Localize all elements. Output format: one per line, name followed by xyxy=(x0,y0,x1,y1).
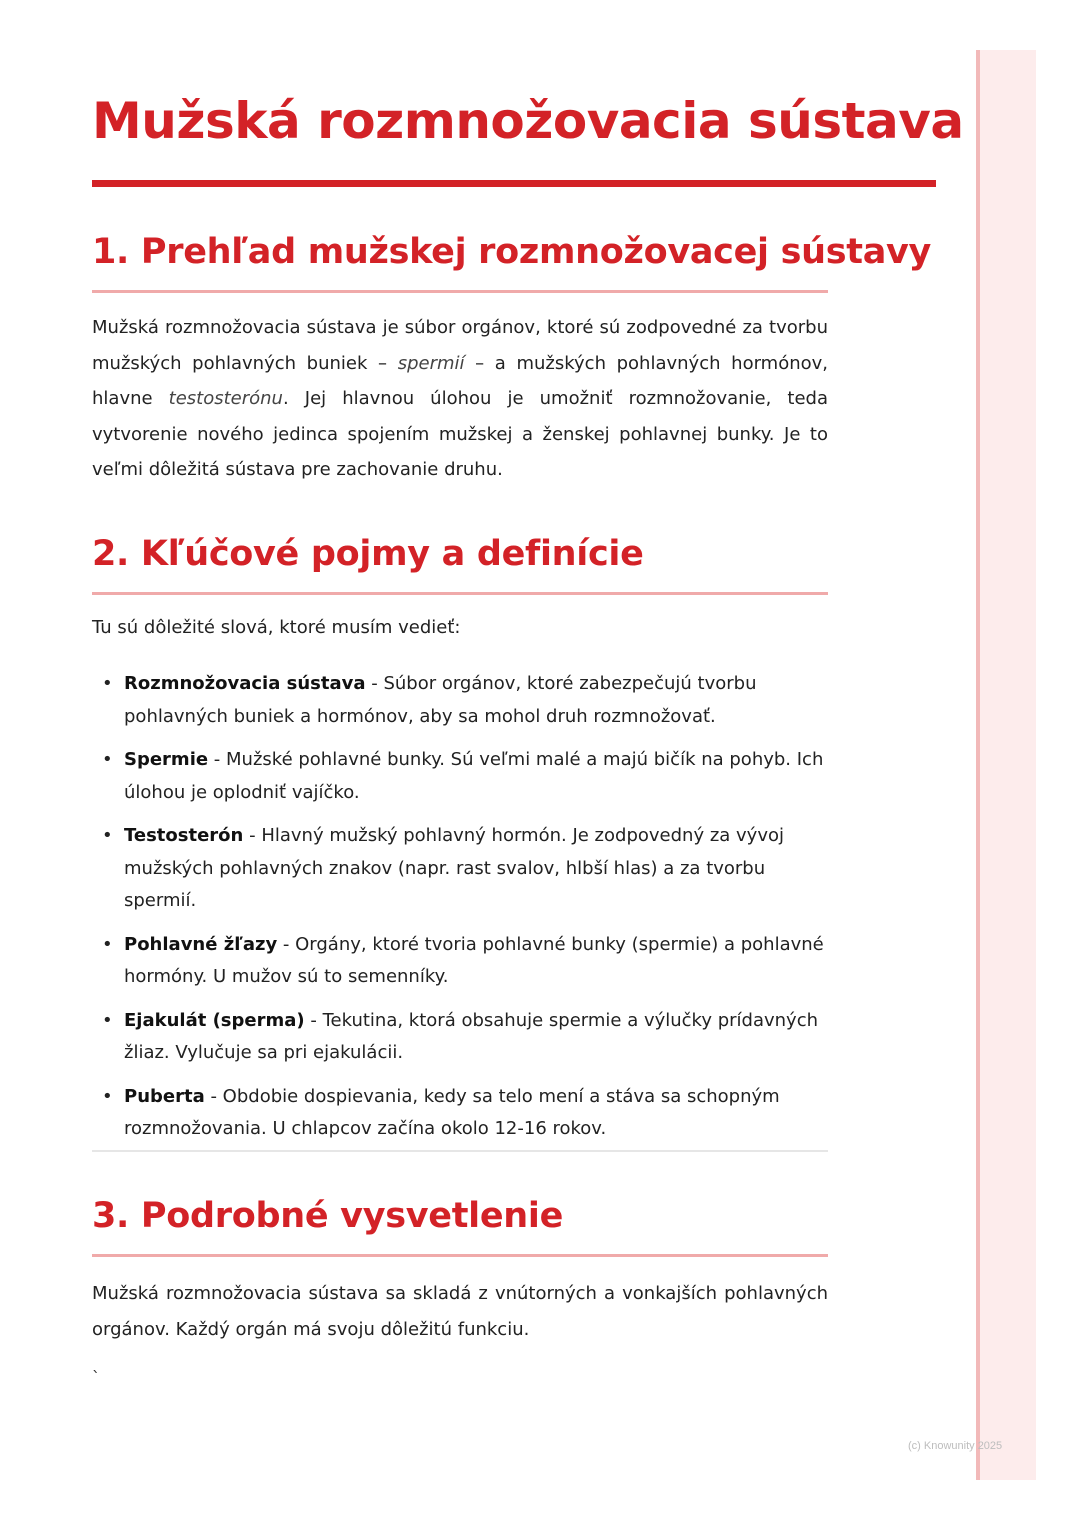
section-1-text-c: . Jej hlavnou úlohou je umožniť rozmnožovanie, teda vytvorenie nového jedinca spojením mužskej a ženskej pohlavnej bunky. Je to veľmi dôležitá sústava pre zachovanie druhu. xyxy=(92,388,828,480)
term-definition: - Súbor orgánov, ktoré zabezpečujú tvorbu pohlavných buniek a hormónov, aby sa mohol druh rozmnožovať. xyxy=(124,673,757,727)
title-divider xyxy=(92,180,936,187)
list-item xyxy=(92,668,832,733)
section-1-paragraph xyxy=(92,310,828,488)
term-definition: - Hlavný mužský pohlavný hormón. Je zodpovedný za vývoj mužských pohlavných znakov (napr. rast svalov, hlbší hlas) a za tvorbu spermií. xyxy=(124,825,784,911)
section-1-em-spermii: spermií xyxy=(397,352,465,374)
list-item xyxy=(92,820,832,918)
term-label: Testosterón xyxy=(124,825,244,846)
term-definition: - Tekutina, ktorá obsahuje spermie a výlučky prídavných žliaz. Vylučuje sa pri ejakulácii. xyxy=(124,1009,819,1063)
section-3-divider xyxy=(92,1254,828,1257)
bullet-icon: • xyxy=(102,933,113,955)
term-label: Spermie xyxy=(124,749,209,770)
bullet-icon: • xyxy=(102,1085,113,1107)
bullet-icon: • xyxy=(102,825,113,846)
list-item xyxy=(92,929,832,994)
key-terms-list xyxy=(92,668,832,1157)
term-definition: - Orgány, ktoré tvoria pohlavné bunky (spermie) a pohlavné hormóny. U mužov sú to semenníky. xyxy=(124,933,824,987)
section-2-intro: Tu sú dôležité slová, ktoré musím vedieť: xyxy=(92,617,461,638)
page-title: Mužská rozmnožovacia sústava xyxy=(92,92,964,150)
section-3-heading: 3. Podrobné vysvetlenie xyxy=(92,1196,564,1236)
list-item xyxy=(92,1005,832,1070)
section-3-paragraph: Mužská rozmnožovacia sústava sa skladá z vnútorných a vonkajších pohlavných orgánov. Každý orgán má svoju dôležitú funkciu. xyxy=(92,1283,828,1340)
stray-backtick: ` xyxy=(92,1368,100,1387)
term-label: Rozmnožovacia sústava xyxy=(124,673,366,694)
term-label: Pohlavné žľazy xyxy=(124,933,278,955)
term-label: Ejakulát (sperma) xyxy=(124,1009,305,1031)
term-definition: - Mužské pohlavné bunky. Sú veľmi malé a majú bičík na pohyb. Ich úlohou je oplodniť vajíčko. xyxy=(124,749,824,803)
section-1-text-b: – a mužských pohlavných hormónov, hlavne xyxy=(92,352,829,409)
section-1-heading: 1. Prehľad mužskej rozmnožovacej sústavy xyxy=(92,232,932,272)
bullet-icon: • xyxy=(102,673,113,694)
bullet-icon: • xyxy=(102,1009,113,1031)
page-margin-band xyxy=(976,50,1036,1480)
section-2-divider xyxy=(92,592,828,595)
section-separator xyxy=(92,1150,828,1152)
list-item xyxy=(92,1081,832,1146)
section-1-em-testosteronu: testosterónu xyxy=(168,388,283,409)
section-1-text-a: Mužská rozmnožovacia sústava je súbor orgánov, ktoré sú zodpovedné za tvorbu mužských pohlavných buniek – xyxy=(92,317,828,374)
copyright-footer: (c) Knowunity 2025 xyxy=(908,1440,1003,1452)
section-1-divider xyxy=(92,290,828,293)
bullet-icon: • xyxy=(102,749,113,770)
section-2-heading: 2. Kľúčové pojmy a definície xyxy=(92,534,644,574)
term-label: Puberta xyxy=(124,1085,205,1107)
list-item xyxy=(92,744,832,809)
term-definition: - Obdobie dospievania, kedy sa telo mení a stáva sa schopným rozmnožovania. U chlapcov začína okolo 12-16 rokov. xyxy=(124,1085,780,1139)
